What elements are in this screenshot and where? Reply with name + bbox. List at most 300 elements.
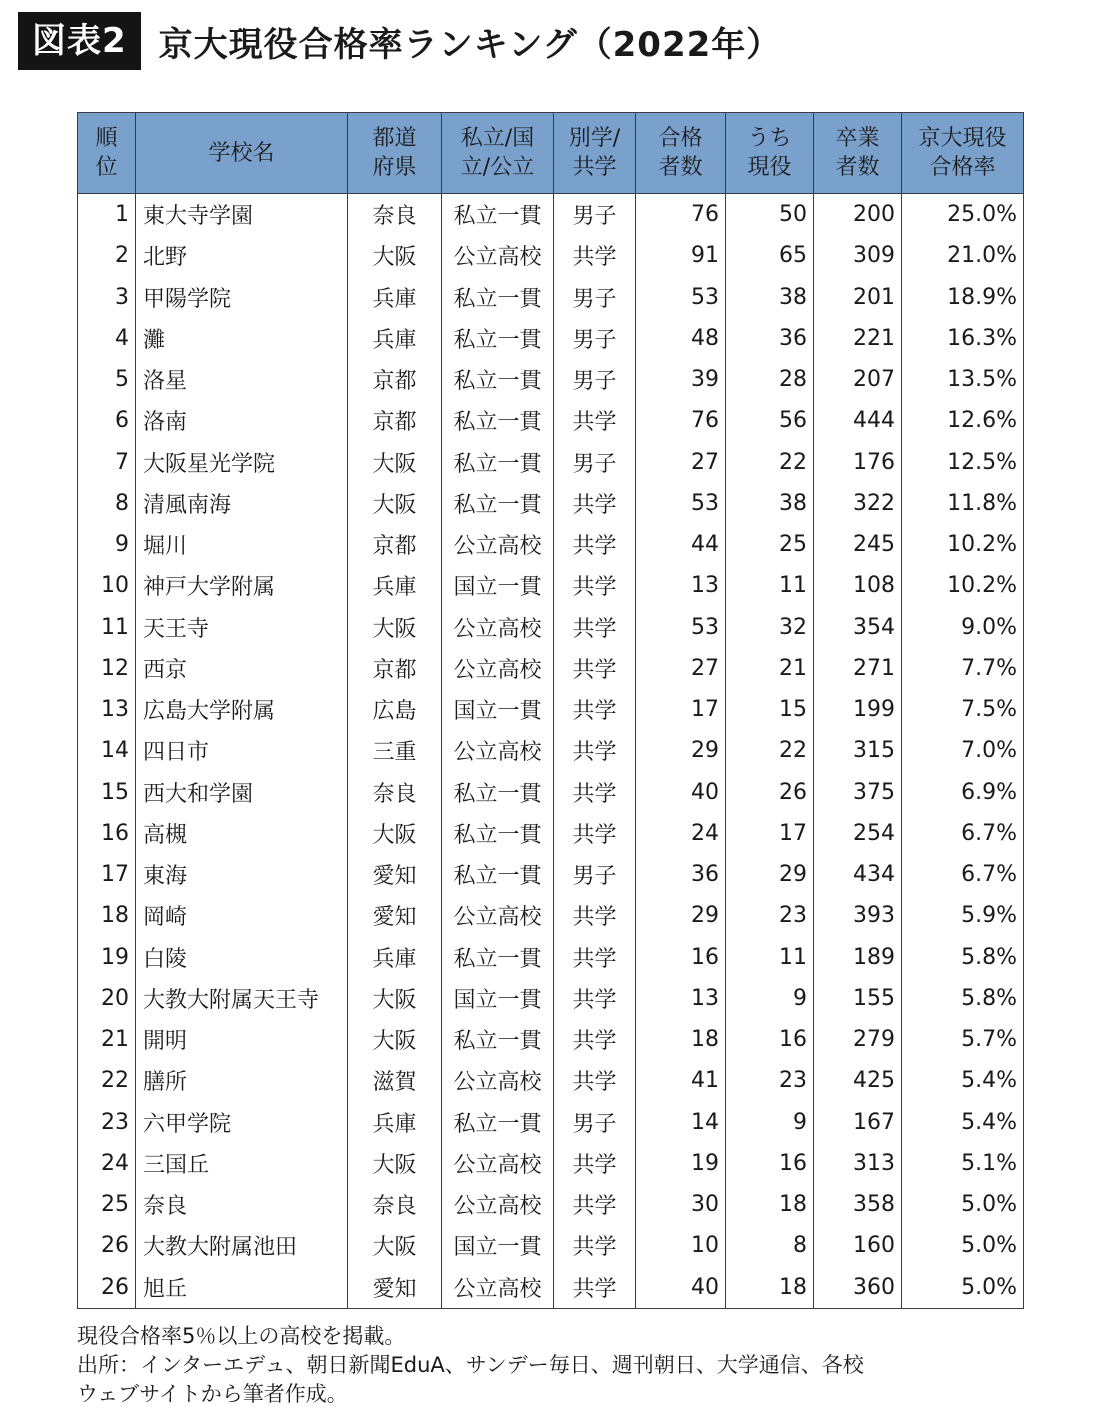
current-students-cell: 28 xyxy=(726,359,814,400)
rank-cell: 23 xyxy=(101,1109,129,1135)
prefecture-cell: 愛知 xyxy=(348,895,442,936)
graduates-cell: 254 xyxy=(814,813,902,854)
prefecture-cell: 大阪 xyxy=(348,442,442,483)
school-type-cell: 私立一貫 xyxy=(442,194,554,236)
school-name-cell: 天王寺 xyxy=(136,607,348,648)
column-header-line: 者数 xyxy=(835,155,880,180)
graduates-cell: 108 xyxy=(814,565,902,606)
graduates-cell: 309 xyxy=(814,235,902,276)
current-students-cell: 9 xyxy=(726,978,814,1019)
rank-cell: 8 xyxy=(115,490,129,516)
passed-count-cell: 24 xyxy=(636,813,726,854)
prefecture-cell: 京都 xyxy=(348,400,442,441)
column-header xyxy=(554,113,636,194)
school-name-cell: 大阪星光学院 xyxy=(136,442,348,483)
passed-count-cell: 18 xyxy=(636,1019,726,1060)
gender-cell: 男子 xyxy=(554,442,636,483)
footnote-line: 現役合格率5％以上の高校を掲載。 xyxy=(77,1324,406,1348)
current-students-cell: 25 xyxy=(726,524,814,565)
passed-count-cell: 27 xyxy=(636,442,726,483)
prefecture-cell: 広島 xyxy=(348,689,442,730)
pass-rate-cell: 7.0% xyxy=(902,730,1024,771)
school-type-cell: 公立高校 xyxy=(442,895,554,936)
current-students-cell: 11 xyxy=(726,937,814,978)
current-students-cell: 26 xyxy=(726,772,814,813)
current-students-cell: 23 xyxy=(726,895,814,936)
school-name-cell: 甲陽学院 xyxy=(136,277,348,318)
gender-cell: 男子 xyxy=(554,277,636,318)
current-students-cell: 29 xyxy=(726,854,814,895)
gender-cell: 共学 xyxy=(554,895,636,936)
school-name-cell: 開明 xyxy=(136,1019,348,1060)
school-name-cell: 岡崎 xyxy=(136,895,348,936)
table-row xyxy=(78,235,1024,276)
pass-rate-cell: 5.8% xyxy=(902,937,1024,978)
rank-cell: 9 xyxy=(115,532,129,558)
graduates-cell: 189 xyxy=(814,937,902,978)
pass-rate-cell: 16.3% xyxy=(902,318,1024,359)
school-name-cell: 旭丘 xyxy=(136,1267,348,1309)
graduates-cell: 160 xyxy=(814,1225,902,1266)
graduates-cell: 313 xyxy=(814,1143,902,1184)
gender-cell: 共学 xyxy=(554,483,636,524)
graduates-cell: 155 xyxy=(814,978,902,1019)
prefecture-cell: 大阪 xyxy=(348,813,442,854)
prefecture-cell: 京都 xyxy=(348,648,442,689)
pass-rate-cell: 12.5% xyxy=(902,442,1024,483)
prefecture-cell: 三重 xyxy=(348,730,442,771)
gender-cell: 共学 xyxy=(554,1143,636,1184)
school-name-cell: 洛南 xyxy=(136,400,348,441)
passed-count-cell: 36 xyxy=(636,854,726,895)
current-students-cell: 50 xyxy=(726,194,814,236)
school-type-cell: 私立一貫 xyxy=(442,1102,554,1143)
pass-rate-cell: 5.1% xyxy=(902,1143,1024,1184)
table-row xyxy=(78,359,1024,400)
pass-rate-cell: 10.2% xyxy=(902,565,1024,606)
column-header-line: 京大現役 xyxy=(918,126,1007,151)
table-row xyxy=(78,1060,1024,1101)
rank-cell: 10 xyxy=(101,573,129,599)
column-header xyxy=(348,113,442,194)
passed-count-cell: 76 xyxy=(636,400,726,441)
graduates-cell: 200 xyxy=(814,194,902,236)
pass-rate-cell: 5.0% xyxy=(902,1184,1024,1225)
table-row xyxy=(78,194,1024,236)
prefecture-cell: 大阪 xyxy=(348,1225,442,1266)
rank-cell: 25 xyxy=(101,1192,129,1218)
rank-cell: 12 xyxy=(101,655,129,681)
school-type-cell: 国立一貫 xyxy=(442,978,554,1019)
footnote-line: ウェブサイトから筆者作成。 xyxy=(77,1382,348,1406)
school-name-cell: 灘 xyxy=(136,318,348,359)
school-type-cell: 公立高校 xyxy=(442,607,554,648)
column-header-line: 立/公立 xyxy=(460,155,535,180)
table-row xyxy=(78,483,1024,524)
prefecture-cell: 大阪 xyxy=(348,483,442,524)
current-students-cell: 56 xyxy=(726,400,814,441)
table-row xyxy=(78,565,1024,606)
passed-count-cell: 48 xyxy=(636,318,726,359)
rank-cell: 1 xyxy=(115,202,129,228)
passed-count-cell: 17 xyxy=(636,689,726,730)
pass-rate-cell: 5.9% xyxy=(902,895,1024,936)
table-row xyxy=(78,1102,1024,1143)
prefecture-cell: 兵庫 xyxy=(348,937,442,978)
table-row xyxy=(78,442,1024,483)
pass-rate-cell: 5.4% xyxy=(902,1102,1024,1143)
graduates-cell: 176 xyxy=(814,442,902,483)
pass-rate-cell: 12.6% xyxy=(902,400,1024,441)
graduates-cell: 434 xyxy=(814,854,902,895)
graduates-cell: 315 xyxy=(814,730,902,771)
current-students-cell: 16 xyxy=(726,1143,814,1184)
school-type-cell: 公立高校 xyxy=(442,524,554,565)
column-header xyxy=(814,113,902,194)
rank-cell: 24 xyxy=(101,1150,129,1176)
table-row xyxy=(78,772,1024,813)
school-type-cell: 国立一貫 xyxy=(442,565,554,606)
current-students-cell: 38 xyxy=(726,483,814,524)
school-name-cell: 東大寺学園 xyxy=(136,194,348,236)
passed-count-cell: 44 xyxy=(636,524,726,565)
column-header-line: 府県 xyxy=(372,155,417,180)
figure-badge: 図表2 xyxy=(18,12,141,70)
school-name-cell: 洛星 xyxy=(136,359,348,400)
school-name-cell: 大教大附属天王寺 xyxy=(136,978,348,1019)
rank-cell: 26 xyxy=(101,1233,129,1259)
prefecture-cell: 京都 xyxy=(348,359,442,400)
table-row xyxy=(78,1267,1024,1309)
footnote-line: 出所：インターエデュ、朝日新聞EduA、サンデー毎日、週刊朝日、大学通信、各校 xyxy=(77,1353,864,1377)
school-type-cell: 私立一貫 xyxy=(442,772,554,813)
pass-rate-cell: 5.0% xyxy=(902,1267,1024,1309)
school-type-cell: 私立一貫 xyxy=(442,442,554,483)
prefecture-cell: 愛知 xyxy=(348,854,442,895)
gender-cell: 共学 xyxy=(554,730,636,771)
pass-rate-cell: 7.5% xyxy=(902,689,1024,730)
prefecture-cell: 奈良 xyxy=(348,194,442,236)
current-students-cell: 18 xyxy=(726,1267,814,1309)
column-header-line: 都道 xyxy=(372,126,417,151)
gender-cell: 共学 xyxy=(554,813,636,854)
graduates-cell: 271 xyxy=(814,648,902,689)
rank-cell: 14 xyxy=(101,738,129,764)
school-type-cell: 私立一貫 xyxy=(442,277,554,318)
column-header-line: 合格率 xyxy=(929,155,996,180)
graduates-cell: 425 xyxy=(814,1060,902,1101)
pass-rate-cell: 21.0% xyxy=(902,235,1024,276)
graduates-cell: 444 xyxy=(814,400,902,441)
table-row xyxy=(78,524,1024,565)
gender-cell: 共学 xyxy=(554,1184,636,1225)
column-header-line: 者数 xyxy=(658,155,703,180)
table-row xyxy=(78,1184,1024,1225)
school-type-cell: 私立一貫 xyxy=(442,400,554,441)
school-name-cell: 堀川 xyxy=(136,524,348,565)
school-name-cell: 大教大附属池田 xyxy=(136,1225,348,1266)
column-header-line: 別学/ xyxy=(568,126,621,151)
gender-cell: 共学 xyxy=(554,689,636,730)
column-header xyxy=(902,113,1024,194)
gender-cell: 共学 xyxy=(554,978,636,1019)
passed-count-cell: 53 xyxy=(636,277,726,318)
footnotes xyxy=(77,1322,864,1409)
pass-rate-cell: 6.7% xyxy=(902,854,1024,895)
rank-cell: 5 xyxy=(115,367,129,393)
rank-cell: 26 xyxy=(101,1274,129,1300)
school-name-cell: 六甲学院 xyxy=(136,1102,348,1143)
rank-cell: 2 xyxy=(115,243,129,269)
graduates-cell: 201 xyxy=(814,277,902,318)
school-type-cell: 私立一貫 xyxy=(442,359,554,400)
school-type-cell: 公立高校 xyxy=(442,1267,554,1309)
gender-cell: 共学 xyxy=(554,648,636,689)
current-students-cell: 22 xyxy=(726,730,814,771)
school-name-cell: 西大和学園 xyxy=(136,772,348,813)
school-type-cell: 公立高校 xyxy=(442,648,554,689)
current-students-cell: 9 xyxy=(726,1102,814,1143)
passed-count-cell: 27 xyxy=(636,648,726,689)
pass-rate-cell: 25.0% xyxy=(902,194,1024,236)
gender-cell: 共学 xyxy=(554,235,636,276)
column-header-line: 卒業 xyxy=(835,126,880,151)
table-header-row xyxy=(78,113,1024,194)
rank-cell: 7 xyxy=(115,449,129,475)
passed-count-cell: 39 xyxy=(636,359,726,400)
pass-rate-cell: 18.9% xyxy=(902,277,1024,318)
passed-count-cell: 14 xyxy=(636,1102,726,1143)
gender-cell: 共学 xyxy=(554,1225,636,1266)
school-type-cell: 公立高校 xyxy=(442,730,554,771)
graduates-cell: 393 xyxy=(814,895,902,936)
figure-header xyxy=(18,12,781,70)
school-name-cell: 四日市 xyxy=(136,730,348,771)
table-row xyxy=(78,730,1024,771)
column-header-line: 順 xyxy=(95,126,118,151)
table-row xyxy=(78,400,1024,441)
rank-cell: 15 xyxy=(101,779,129,805)
prefecture-cell: 大阪 xyxy=(348,978,442,1019)
prefecture-cell: 愛知 xyxy=(348,1267,442,1309)
gender-cell: 共学 xyxy=(554,524,636,565)
prefecture-cell: 大阪 xyxy=(348,607,442,648)
rank-cell: 19 xyxy=(101,944,129,970)
rank-cell: 18 xyxy=(101,903,129,929)
passed-count-cell: 19 xyxy=(636,1143,726,1184)
graduates-cell: 358 xyxy=(814,1184,902,1225)
school-type-cell: 公立高校 xyxy=(442,235,554,276)
current-students-cell: 18 xyxy=(726,1184,814,1225)
gender-cell: 共学 xyxy=(554,937,636,978)
column-header xyxy=(726,113,814,194)
table-row xyxy=(78,689,1024,730)
school-type-cell: 国立一貫 xyxy=(442,689,554,730)
gender-cell: 男子 xyxy=(554,194,636,236)
school-name-cell: 広島大学附属 xyxy=(136,689,348,730)
current-students-cell: 16 xyxy=(726,1019,814,1060)
current-students-cell: 8 xyxy=(726,1225,814,1266)
passed-count-cell: 41 xyxy=(636,1060,726,1101)
ranking-table xyxy=(77,112,1024,1309)
graduates-cell: 360 xyxy=(814,1267,902,1309)
school-type-cell: 私立一貫 xyxy=(442,483,554,524)
gender-cell: 共学 xyxy=(554,1019,636,1060)
pass-rate-cell: 9.0% xyxy=(902,607,1024,648)
passed-count-cell: 76 xyxy=(636,194,726,236)
table-row xyxy=(78,895,1024,936)
graduates-cell: 199 xyxy=(814,689,902,730)
gender-cell: 男子 xyxy=(554,318,636,359)
prefecture-cell: 京都 xyxy=(348,524,442,565)
current-students-cell: 17 xyxy=(726,813,814,854)
school-name-cell: 西京 xyxy=(136,648,348,689)
prefecture-cell: 大阪 xyxy=(348,1143,442,1184)
pass-rate-cell: 13.5% xyxy=(902,359,1024,400)
prefecture-cell: 奈良 xyxy=(348,772,442,813)
gender-cell: 男子 xyxy=(554,359,636,400)
passed-count-cell: 16 xyxy=(636,937,726,978)
gender-cell: 男子 xyxy=(554,854,636,895)
passed-count-cell: 13 xyxy=(636,978,726,1019)
school-name-cell: 膳所 xyxy=(136,1060,348,1101)
prefecture-cell: 大阪 xyxy=(348,235,442,276)
column-header xyxy=(78,113,136,194)
pass-rate-cell: 11.8% xyxy=(902,483,1024,524)
prefecture-cell: 兵庫 xyxy=(348,318,442,359)
graduates-cell: 221 xyxy=(814,318,902,359)
column-header-line: 合格 xyxy=(658,126,703,151)
school-name-cell: 北野 xyxy=(136,235,348,276)
figure-title: 京大現役合格率ランキング（2022年） xyxy=(158,24,782,65)
prefecture-cell: 奈良 xyxy=(348,1184,442,1225)
current-students-cell: 38 xyxy=(726,277,814,318)
column-header-line: 私立/国 xyxy=(460,126,535,151)
column-header-line: うち xyxy=(747,126,792,151)
table-row xyxy=(78,937,1024,978)
current-students-cell: 22 xyxy=(726,442,814,483)
school-type-cell: 私立一貫 xyxy=(442,937,554,978)
pass-rate-cell: 5.0% xyxy=(902,1225,1024,1266)
passed-count-cell: 10 xyxy=(636,1225,726,1266)
pass-rate-cell: 7.7% xyxy=(902,648,1024,689)
rank-cell: 3 xyxy=(115,284,129,310)
gender-cell: 共学 xyxy=(554,565,636,606)
school-type-cell: 公立高校 xyxy=(442,1143,554,1184)
column-header-line: 現役 xyxy=(747,155,792,180)
school-type-cell: 私立一貫 xyxy=(442,318,554,359)
prefecture-cell: 滋賀 xyxy=(348,1060,442,1101)
gender-cell: 共学 xyxy=(554,1060,636,1101)
current-students-cell: 15 xyxy=(726,689,814,730)
pass-rate-cell: 6.7% xyxy=(902,813,1024,854)
current-students-cell: 23 xyxy=(726,1060,814,1101)
column-header xyxy=(136,113,348,194)
pass-rate-cell: 6.9% xyxy=(902,772,1024,813)
prefecture-cell: 兵庫 xyxy=(348,565,442,606)
current-students-cell: 65 xyxy=(726,235,814,276)
gender-cell: 共学 xyxy=(554,400,636,441)
graduates-cell: 207 xyxy=(814,359,902,400)
pass-rate-cell: 5.4% xyxy=(902,1060,1024,1101)
passed-count-cell: 40 xyxy=(636,772,726,813)
school-name-cell: 白陵 xyxy=(136,937,348,978)
rank-cell: 13 xyxy=(101,697,129,723)
graduates-cell: 245 xyxy=(814,524,902,565)
school-name-cell: 東海 xyxy=(136,854,348,895)
prefecture-cell: 兵庫 xyxy=(348,1102,442,1143)
gender-cell: 男子 xyxy=(554,1102,636,1143)
passed-count-cell: 29 xyxy=(636,730,726,771)
school-type-cell: 国立一貫 xyxy=(442,1225,554,1266)
rank-cell: 17 xyxy=(101,862,129,888)
rank-cell: 22 xyxy=(101,1068,129,1094)
school-type-cell: 公立高校 xyxy=(442,1060,554,1101)
graduates-cell: 322 xyxy=(814,483,902,524)
school-name-cell: 清風南海 xyxy=(136,483,348,524)
rank-cell: 4 xyxy=(115,325,129,351)
school-type-cell: 公立高校 xyxy=(442,1184,554,1225)
table-body xyxy=(78,194,1024,1309)
current-students-cell: 21 xyxy=(726,648,814,689)
prefecture-cell: 兵庫 xyxy=(348,277,442,318)
column-header-line: 位 xyxy=(95,155,118,180)
current-students-cell: 32 xyxy=(726,607,814,648)
graduates-cell: 354 xyxy=(814,607,902,648)
pass-rate-cell: 5.7% xyxy=(902,1019,1024,1060)
passed-count-cell: 53 xyxy=(636,607,726,648)
table-row xyxy=(78,854,1024,895)
school-type-cell: 私立一貫 xyxy=(442,1019,554,1060)
rank-cell: 11 xyxy=(101,614,129,640)
table-row xyxy=(78,1143,1024,1184)
current-students-cell: 11 xyxy=(726,565,814,606)
graduates-cell: 375 xyxy=(814,772,902,813)
table-row xyxy=(78,1225,1024,1266)
pass-rate-cell: 5.8% xyxy=(902,978,1024,1019)
column-header-line: 学校名 xyxy=(208,140,275,166)
rank-cell: 16 xyxy=(101,820,129,846)
school-name-cell: 奈良 xyxy=(136,1184,348,1225)
current-students-cell: 36 xyxy=(726,318,814,359)
passed-count-cell: 91 xyxy=(636,235,726,276)
school-name-cell: 神戸大学附属 xyxy=(136,565,348,606)
rank-cell: 6 xyxy=(115,408,129,434)
table-row xyxy=(78,318,1024,359)
graduates-cell: 167 xyxy=(814,1102,902,1143)
graduates-cell: 279 xyxy=(814,1019,902,1060)
gender-cell: 共学 xyxy=(554,772,636,813)
rank-cell: 21 xyxy=(101,1027,129,1053)
school-type-cell: 私立一貫 xyxy=(442,813,554,854)
passed-count-cell: 40 xyxy=(636,1267,726,1309)
gender-cell: 共学 xyxy=(554,607,636,648)
passed-count-cell: 30 xyxy=(636,1184,726,1225)
passed-count-cell: 53 xyxy=(636,483,726,524)
table-row xyxy=(78,607,1024,648)
table-row xyxy=(78,978,1024,1019)
column-header-line: 共学 xyxy=(572,155,617,180)
gender-cell: 共学 xyxy=(554,1267,636,1309)
school-type-cell: 私立一貫 xyxy=(442,854,554,895)
table-row xyxy=(78,277,1024,318)
table-row xyxy=(78,648,1024,689)
school-name-cell: 三国丘 xyxy=(136,1143,348,1184)
passed-count-cell: 29 xyxy=(636,895,726,936)
rank-cell: 20 xyxy=(101,985,129,1011)
pass-rate-cell: 10.2% xyxy=(902,524,1024,565)
passed-count-cell: 13 xyxy=(636,565,726,606)
